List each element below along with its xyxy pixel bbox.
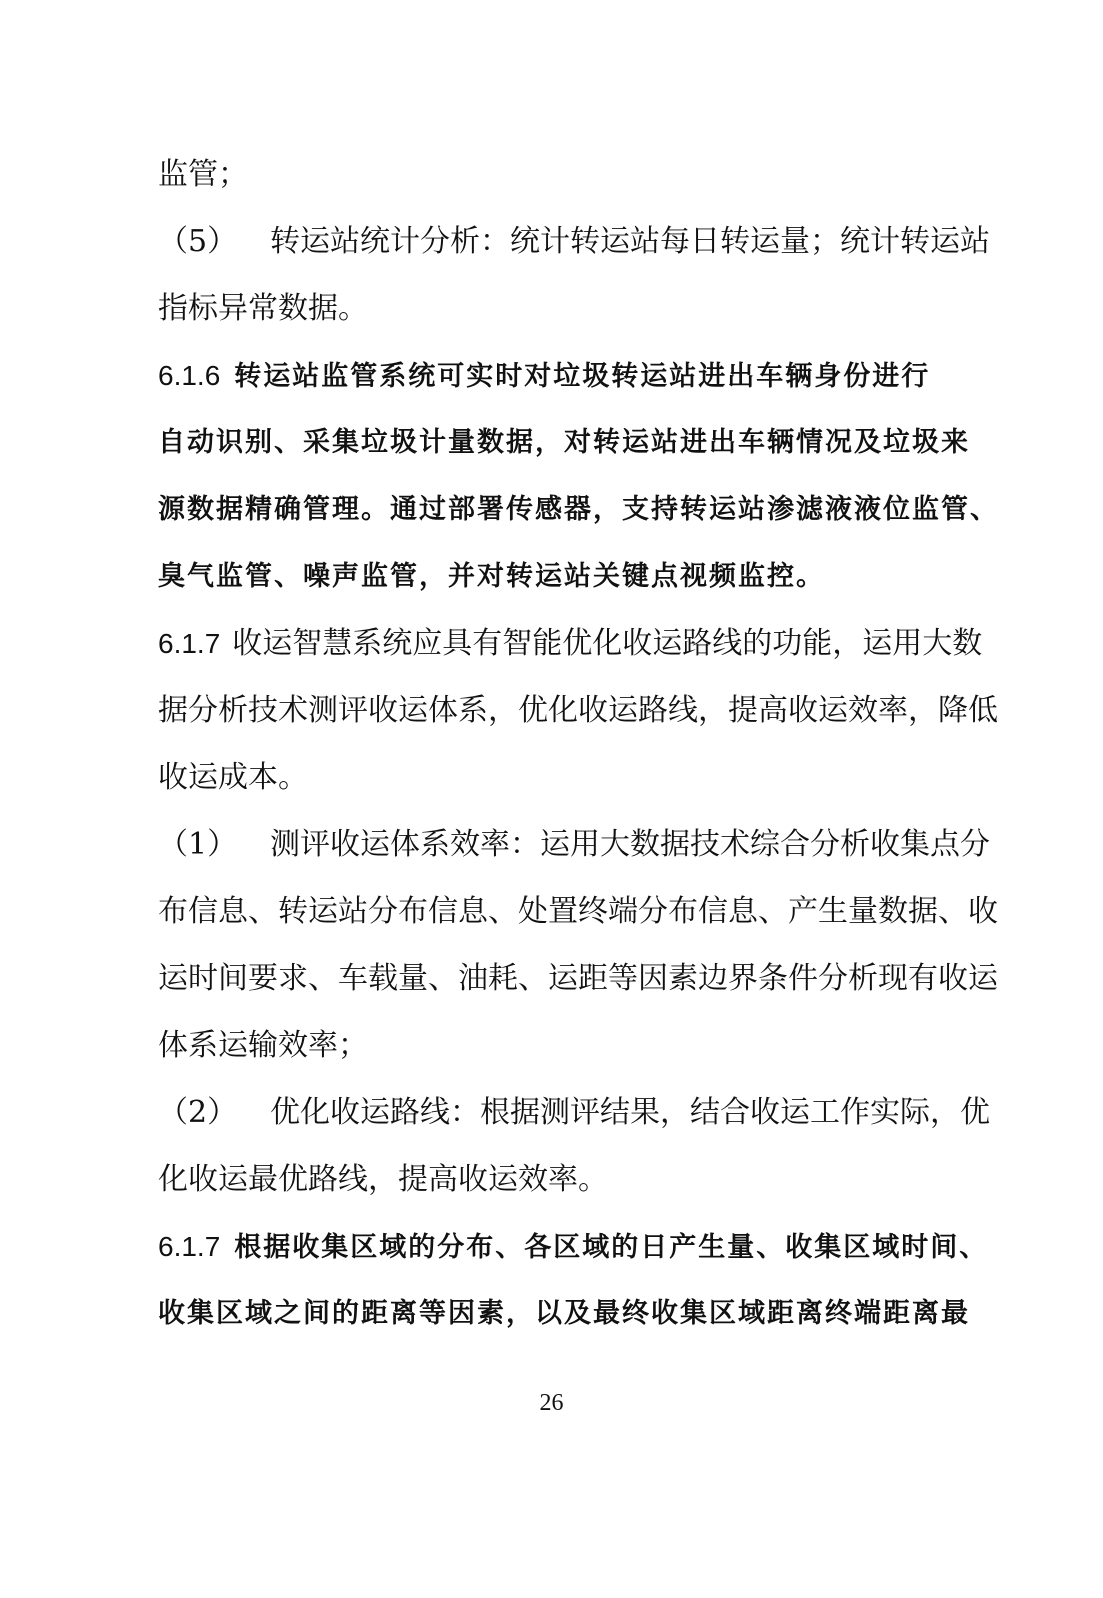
clause-617a-text-2: 据分析技术测评收运体系，优化收运路线，提高收运效率，降低 <box>158 693 998 728</box>
item-5-text-1: 转运站统计分析：统计转运站每日转运量；统计转运站 <box>270 224 990 259</box>
item-1-text-3: 运时间要求、车载量、油耗、运距等因素边界条件分析现有收运 <box>158 961 998 996</box>
clause-616-text-1: 转运站监管系统可实时对垃圾转运站进出车辆身份进行 <box>234 361 931 392</box>
item-5-line-2 <box>158 289 948 329</box>
item-5-line-1 <box>158 222 990 262</box>
clause-616-line-4 <box>158 557 948 597</box>
clause-616-number: 6.1.6 <box>158 360 221 391</box>
continuation-line-1: 监管； <box>158 157 248 192</box>
item-1-line-2 <box>158 892 998 932</box>
item-2-text-2: 化收运最优路线，提高收运效率。 <box>158 1162 608 1197</box>
clause-617b-line-1 <box>158 1227 989 1268</box>
item-1-line-3 <box>158 959 998 999</box>
clause-617a-text-1: 收运智慧系统应具有智能优化收运路线的功能，运用大数 <box>232 626 983 661</box>
clause-617a-text-3: 收运成本。 <box>158 760 308 795</box>
item-2-text-1: 优化收运路线：根据测评结果，结合收运工作实际，优 <box>270 1095 990 1130</box>
item-1-number: （1） <box>158 827 238 862</box>
item-5-text-2: 指标异常数据。 <box>158 291 368 326</box>
clause-617a-number: 6.1.7 <box>158 628 221 659</box>
clause-617a-line-1 <box>158 624 983 664</box>
clause-616-text-2: 自动识别、采集垃圾计量数据，对转运站进出车辆情况及垃圾来 <box>158 427 970 458</box>
item-1-line-4 <box>158 1026 948 1066</box>
item-1-text-1: 测评收运体系效率：运用大数据技术综合分析收集点分 <box>270 827 990 862</box>
clause-617b-number: 6.1.7 <box>158 1231 221 1262</box>
page-number: 26 <box>539 1390 564 1416</box>
item-2-number: （2） <box>158 1095 238 1130</box>
clause-617b-text-1: 根据收集区域的分布、各区域的日产生量、收集区域时间、 <box>234 1232 989 1263</box>
item-1-text-4: 体系运输效率； <box>158 1028 368 1063</box>
clause-617a-line-2 <box>158 691 998 731</box>
clause-616-text-4: 臭气监管、噪声监管，并对转运站关键点视频监控。 <box>158 561 825 592</box>
clause-616-line-3 <box>158 490 999 530</box>
clause-617a-line-3 <box>158 758 948 798</box>
clause-617b-line-2 <box>158 1294 970 1334</box>
item-2-line-2 <box>158 1160 948 1200</box>
continuation-text <box>158 155 948 195</box>
item-5-number: （5） <box>158 224 238 259</box>
item-2-line-1 <box>158 1093 990 1133</box>
clause-617b-text-2: 收集区域之间的距离等因素，以及最终收集区域距离终端距离最 <box>158 1298 970 1329</box>
item-1-line-1 <box>158 825 990 865</box>
clause-616-line-1 <box>158 356 948 397</box>
item-1-text-2: 布信息、转运站分布信息、处置终端分布信息、产生量数据、收 <box>158 894 998 929</box>
clause-616-line-2 <box>158 423 970 463</box>
clause-616-text-3: 源数据精确管理。通过部署传感器，支持转运站渗滤液液位监管、 <box>158 494 999 525</box>
